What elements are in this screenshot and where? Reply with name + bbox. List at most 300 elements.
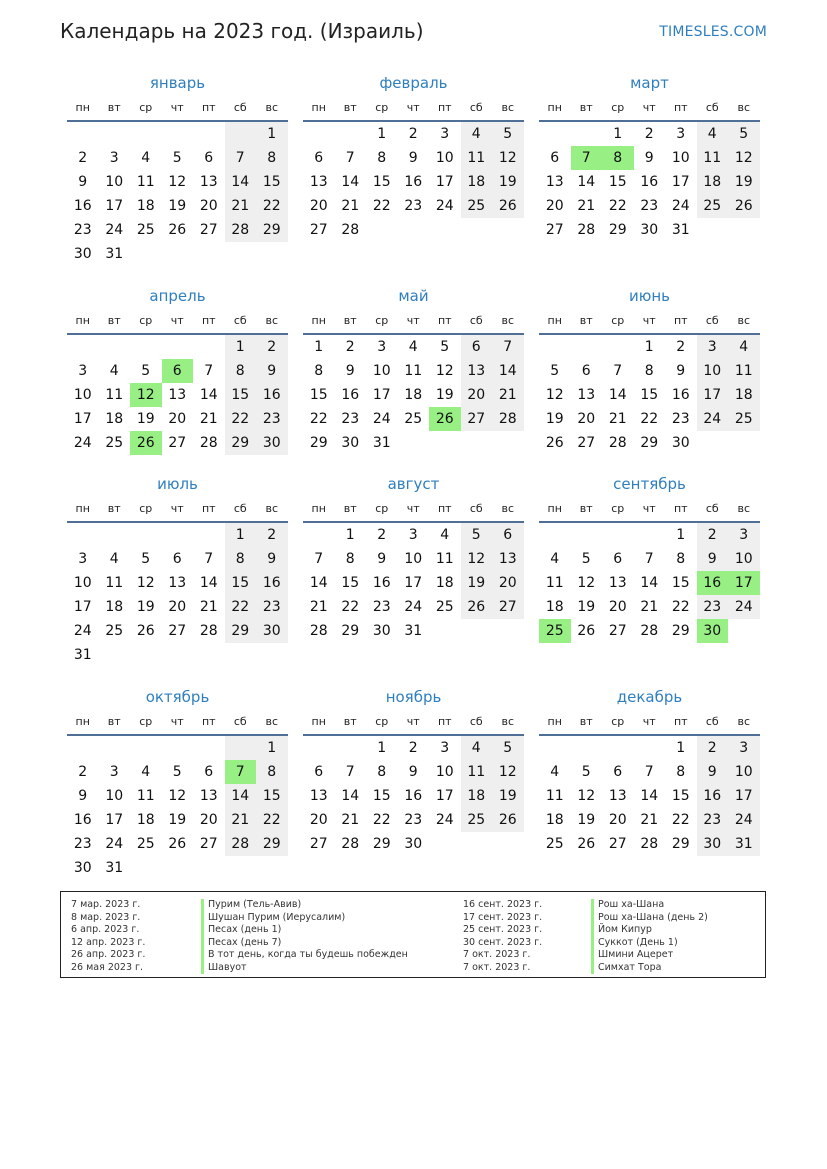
weekday-label: ср (139, 101, 153, 114)
day-cell: 12 (168, 174, 187, 190)
day-cell: 4 (109, 551, 119, 567)
day-cell: 13 (199, 788, 218, 804)
day-cell: 25 (136, 836, 155, 852)
day-cell: 9 (78, 174, 88, 190)
day-cell: 25 (697, 194, 729, 218)
day-cell: 10 (728, 760, 760, 784)
weekday-header (303, 312, 524, 330)
holiday-legend (60, 891, 766, 978)
holiday-date: 7 мар. 2023 г. (71, 899, 141, 910)
day-cell: 19 (168, 812, 187, 828)
day-cell: 14 (199, 575, 218, 591)
day-cell: 18 (697, 170, 729, 194)
day-cell: 13 (492, 547, 524, 571)
month-block (303, 472, 524, 643)
day-cell: 22 (640, 411, 659, 427)
day-cell: 29 (608, 222, 627, 238)
weekday-label: чт (642, 101, 656, 114)
day-cell: 5 (492, 736, 524, 760)
weekday-label: вс (501, 715, 515, 728)
day-cell: 16 (404, 788, 423, 804)
day-cell: 1 (676, 527, 686, 543)
day-grid (67, 335, 288, 455)
weekday-label: сб (233, 314, 247, 327)
day-cell: 18 (136, 812, 155, 828)
day-cell: 1 (345, 527, 355, 543)
weekday-label: пт (673, 502, 688, 515)
day-cell: 27 (608, 623, 627, 639)
day-cell: 20 (461, 383, 493, 407)
day-cell: 14 (341, 174, 360, 190)
weekday-label: ср (139, 314, 153, 327)
weekday-label: пт (201, 715, 216, 728)
day-cell: 1 (676, 740, 686, 756)
day-cell: 4 (440, 527, 450, 543)
day-grid (539, 523, 760, 643)
day-cell: 17 (435, 174, 454, 190)
weekday-header (303, 713, 524, 731)
day-cell: 2 (408, 126, 418, 142)
holiday-day: 16 (697, 571, 729, 595)
empty-cell (193, 335, 225, 359)
holiday-day: 8 (602, 146, 634, 170)
weekday-label: вс (501, 314, 515, 327)
day-cell: 12 (545, 387, 564, 403)
day-cell: 23 (697, 595, 729, 619)
day-cell: 6 (550, 150, 560, 166)
day-cell: 7 (613, 363, 623, 379)
day-cell: 7 (345, 150, 355, 166)
weekday-label: чт (642, 314, 656, 327)
day-cell: 25 (545, 836, 564, 852)
holiday-day: 30 (697, 619, 729, 643)
weekday-label: пн (311, 715, 326, 728)
weekday-header (67, 713, 288, 731)
day-cell: 22 (608, 198, 627, 214)
day-cell: 17 (372, 387, 391, 403)
weekday-label: сб (233, 101, 247, 114)
day-cell: 29 (256, 218, 288, 242)
empty-cell (130, 643, 162, 667)
day-cell: 26 (461, 595, 493, 619)
holiday-day: 26 (429, 407, 461, 431)
day-cell: 22 (256, 194, 288, 218)
day-cell: 14 (640, 575, 659, 591)
day-cell: 22 (372, 812, 391, 828)
day-cell: 4 (109, 363, 119, 379)
day-cell: 10 (671, 150, 690, 166)
day-cell: 11 (404, 363, 423, 379)
day-cell: 17 (404, 575, 423, 591)
holiday-date: 25 сент. 2023 г. (463, 924, 543, 935)
day-cell: 19 (435, 387, 454, 403)
weekday-label: чт (170, 101, 184, 114)
empty-cell (461, 431, 493, 455)
empty-cell (429, 832, 461, 856)
day-cell: 16 (372, 575, 391, 591)
day-cell: 1 (644, 339, 654, 355)
holiday-name: Шмини Ацерет (591, 949, 708, 962)
day-cell: 29 (256, 832, 288, 856)
day-cell: 4 (550, 551, 560, 567)
weekday-label: сб (705, 502, 719, 515)
day-cell: 22 (341, 599, 360, 615)
weekday-label: чт (406, 715, 420, 728)
day-cell: 26 (136, 623, 155, 639)
day-cell: 21 (199, 411, 218, 427)
empty-cell (492, 218, 524, 242)
weekday-label: пт (673, 101, 688, 114)
day-cell: 13 (545, 174, 564, 190)
weekday-label: вт (579, 101, 593, 114)
weekday-label: вс (737, 502, 751, 515)
month-block (67, 284, 288, 455)
empty-cell (697, 218, 729, 242)
weekday-label: пн (75, 101, 90, 114)
day-cell: 23 (671, 411, 690, 427)
day-cell: 23 (341, 411, 360, 427)
day-cell: 26 (492, 194, 524, 218)
weekday-label: вт (579, 502, 593, 515)
day-cell: 10 (697, 359, 729, 383)
day-cell: 10 (435, 150, 454, 166)
weekday-label: ср (375, 502, 389, 515)
day-cell: 11 (461, 760, 493, 784)
day-cell: 15 (671, 575, 690, 591)
day-cell: 7 (225, 146, 257, 170)
weekday-label: пт (673, 715, 688, 728)
weekday-label: вс (501, 101, 515, 114)
weekday-label: чт (642, 502, 656, 515)
day-cell: 27 (492, 595, 524, 619)
weekday-label: сб (705, 715, 719, 728)
weekday-label: ср (139, 502, 153, 515)
day-cell: 3 (78, 551, 88, 567)
day-cell: 25 (728, 407, 760, 431)
empty-cell (539, 523, 571, 547)
day-cell: 9 (408, 150, 418, 166)
day-cell: 25 (461, 194, 493, 218)
day-cell: 7 (644, 764, 654, 780)
weekday-label: сб (469, 314, 483, 327)
day-cell: 24 (404, 599, 423, 615)
day-cell: 19 (545, 411, 564, 427)
day-cell: 6 (613, 764, 623, 780)
day-cell: 18 (461, 784, 493, 808)
weekday-label: ср (611, 314, 625, 327)
day-cell: 8 (676, 764, 686, 780)
weekday-label: вс (737, 715, 751, 728)
day-cell: 26 (492, 808, 524, 832)
day-cell: 13 (608, 575, 627, 591)
weekday-label: пт (437, 314, 452, 327)
month-block (303, 685, 524, 856)
weekday-label: вт (107, 101, 121, 114)
holiday-day: 6 (162, 359, 194, 383)
day-grid (67, 523, 288, 667)
day-cell: 4 (697, 122, 729, 146)
empty-cell (130, 856, 162, 880)
empty-cell (225, 242, 257, 266)
day-cell: 5 (141, 551, 151, 567)
day-cell: 23 (372, 599, 391, 615)
day-cell: 19 (136, 599, 155, 615)
day-cell: 23 (73, 836, 92, 852)
day-cell: 26 (577, 836, 596, 852)
day-cell: 12 (728, 146, 760, 170)
empty-cell (99, 736, 131, 760)
weekday-label: пн (75, 715, 90, 728)
day-cell: 17 (728, 784, 760, 808)
empty-cell (193, 523, 225, 547)
weekday-label: вт (579, 314, 593, 327)
empty-cell (225, 856, 257, 880)
day-cell: 30 (73, 246, 92, 262)
day-cell: 11 (461, 146, 493, 170)
day-cell: 8 (225, 359, 257, 383)
day-cell: 4 (141, 150, 151, 166)
day-cell: 2 (408, 740, 418, 756)
day-cell: 15 (256, 170, 288, 194)
weekday-label: пн (75, 502, 90, 515)
weekday-header (539, 713, 760, 731)
day-cell: 12 (168, 788, 187, 804)
empty-cell (634, 736, 666, 760)
day-cell: 21 (341, 812, 360, 828)
day-grid (303, 736, 524, 856)
weekday-label: пт (437, 502, 452, 515)
day-cell: 8 (256, 146, 288, 170)
day-cell: 20 (608, 599, 627, 615)
holiday-name: Шушан Пурим (Иерусалим) (201, 912, 408, 925)
holiday-day: 25 (539, 619, 571, 643)
day-cell: 8 (644, 363, 654, 379)
legend-dates-left (71, 899, 145, 974)
day-cell: 15 (372, 174, 391, 190)
day-cell: 20 (608, 812, 627, 828)
day-cell: 11 (545, 575, 564, 591)
day-cell: 3 (440, 740, 450, 756)
weekday-label: чт (642, 715, 656, 728)
empty-cell (99, 335, 131, 359)
day-cell: 6 (492, 523, 524, 547)
day-grid (539, 335, 760, 455)
weekday-label: вс (265, 715, 279, 728)
empty-cell (461, 832, 493, 856)
day-cell: 27 (461, 407, 493, 431)
empty-cell (162, 856, 194, 880)
weekday-label: вт (343, 101, 357, 114)
day-cell: 30 (256, 619, 288, 643)
weekday-label: вт (343, 314, 357, 327)
day-cell: 23 (73, 222, 92, 238)
day-cell: 22 (309, 411, 328, 427)
weekday-label: вт (579, 715, 593, 728)
month-name: апрель (149, 287, 206, 305)
day-cell: 30 (697, 832, 729, 856)
empty-cell (539, 122, 571, 146)
holiday-name: Суккот (День 1) (591, 937, 708, 950)
day-cell: 24 (435, 812, 454, 828)
site-link[interactable]: TIMESLES.COM (659, 24, 767, 40)
day-cell: 28 (577, 222, 596, 238)
day-cell: 4 (550, 764, 560, 780)
day-cell: 31 (105, 860, 124, 876)
day-cell: 11 (136, 174, 155, 190)
day-cell: 13 (461, 359, 493, 383)
month-block (539, 71, 760, 242)
weekday-label: вс (265, 314, 279, 327)
day-cell: 15 (309, 387, 328, 403)
day-cell: 14 (640, 788, 659, 804)
empty-cell (99, 643, 131, 667)
day-cell: 2 (697, 736, 729, 760)
day-cell: 14 (309, 575, 328, 591)
day-cell: 18 (728, 383, 760, 407)
empty-cell (130, 335, 162, 359)
day-cell: 27 (577, 435, 596, 451)
day-cell: 11 (697, 146, 729, 170)
day-cell: 10 (105, 788, 124, 804)
day-cell: 11 (728, 359, 760, 383)
empty-cell (162, 242, 194, 266)
day-cell: 14 (225, 170, 257, 194)
day-cell: 15 (225, 383, 257, 407)
weekday-label: ср (375, 314, 389, 327)
empty-cell (303, 736, 335, 760)
day-cell: 21 (309, 599, 328, 615)
empty-cell (728, 218, 760, 242)
day-cell: 19 (136, 411, 155, 427)
weekday-header (67, 99, 288, 117)
day-cell: 29 (309, 435, 328, 451)
empty-cell (193, 736, 225, 760)
weekday-label: сб (233, 715, 247, 728)
day-cell: 25 (105, 435, 124, 451)
weekday-label: сб (705, 101, 719, 114)
day-cell: 9 (408, 764, 418, 780)
empty-cell (728, 619, 760, 643)
empty-cell (539, 335, 571, 359)
day-cell: 1 (613, 126, 623, 142)
day-cell: 24 (671, 198, 690, 214)
empty-cell (728, 431, 760, 455)
weekday-label: пн (311, 101, 326, 114)
weekday-label: пн (75, 314, 90, 327)
day-cell: 12 (136, 575, 155, 591)
weekday-label: чт (170, 715, 184, 728)
empty-cell (571, 122, 603, 146)
empty-cell (398, 431, 430, 455)
day-cell: 11 (105, 387, 124, 403)
empty-cell (571, 523, 603, 547)
day-cell: 21 (225, 808, 257, 832)
empty-cell (335, 122, 367, 146)
weekday-label: пт (201, 314, 216, 327)
day-cell: 26 (545, 435, 564, 451)
day-cell: 21 (492, 383, 524, 407)
day-cell: 16 (256, 383, 288, 407)
holiday-name: Шавуот (201, 962, 408, 975)
weekday-label: вт (107, 715, 121, 728)
day-cell: 29 (225, 619, 257, 643)
day-grid (539, 736, 760, 856)
day-cell: 9 (676, 363, 686, 379)
month-name: ноябрь (385, 688, 442, 706)
day-cell: 29 (372, 836, 391, 852)
day-cell: 26 (728, 194, 760, 218)
day-cell: 5 (728, 122, 760, 146)
day-cell: 16 (256, 571, 288, 595)
empty-cell (225, 736, 257, 760)
day-cell: 20 (168, 411, 187, 427)
holiday-date: 7 окт. 2023 г. (463, 961, 531, 973)
day-cell: 22 (256, 808, 288, 832)
day-cell: 9 (345, 363, 355, 379)
day-cell: 10 (728, 547, 760, 571)
empty-cell (429, 619, 461, 643)
empty-cell (539, 736, 571, 760)
day-cell: 2 (256, 523, 288, 547)
day-cell: 15 (256, 784, 288, 808)
weekday-header (539, 312, 760, 330)
day-cell: 30 (640, 222, 659, 238)
day-cell: 1 (314, 339, 324, 355)
day-cell: 18 (545, 812, 564, 828)
legend-names-right (591, 899, 708, 974)
day-cell: 20 (309, 812, 328, 828)
month-name: июль (157, 475, 198, 493)
day-cell: 19 (492, 170, 524, 194)
weekday-label: чт (406, 101, 420, 114)
empty-cell (602, 523, 634, 547)
weekday-header (67, 500, 288, 518)
day-cell: 27 (309, 222, 328, 238)
month-name: август (387, 475, 440, 493)
day-cell: 9 (697, 547, 729, 571)
empty-cell (366, 218, 398, 242)
day-cell: 12 (577, 575, 596, 591)
day-cell: 20 (199, 198, 218, 214)
weekday-header (539, 99, 760, 117)
day-cell: 15 (225, 571, 257, 595)
empty-cell (225, 643, 257, 667)
weekday-label: вт (107, 502, 121, 515)
day-cell: 15 (671, 788, 690, 804)
holiday-name: Рош ха-Шана (591, 899, 708, 912)
holiday-name: Рош ха-Шана (день 2) (591, 912, 708, 925)
day-cell: 21 (577, 198, 596, 214)
day-cell: 21 (225, 194, 257, 218)
day-cell: 29 (640, 435, 659, 451)
day-cell: 2 (78, 764, 88, 780)
day-cell: 7 (314, 551, 324, 567)
weekday-label: чт (406, 502, 420, 515)
holiday-day: 17 (728, 571, 760, 595)
day-cell: 17 (435, 788, 454, 804)
weekday-label: ср (375, 101, 389, 114)
day-cell: 29 (671, 623, 690, 639)
weekday-label: сб (705, 314, 719, 327)
empty-cell (67, 736, 99, 760)
day-cell: 13 (309, 174, 328, 190)
day-cell: 21 (640, 599, 659, 615)
empty-cell (256, 856, 288, 880)
day-cell: 6 (204, 150, 214, 166)
weekday-label: вс (737, 314, 751, 327)
day-cell: 5 (172, 150, 182, 166)
day-cell: 13 (577, 387, 596, 403)
